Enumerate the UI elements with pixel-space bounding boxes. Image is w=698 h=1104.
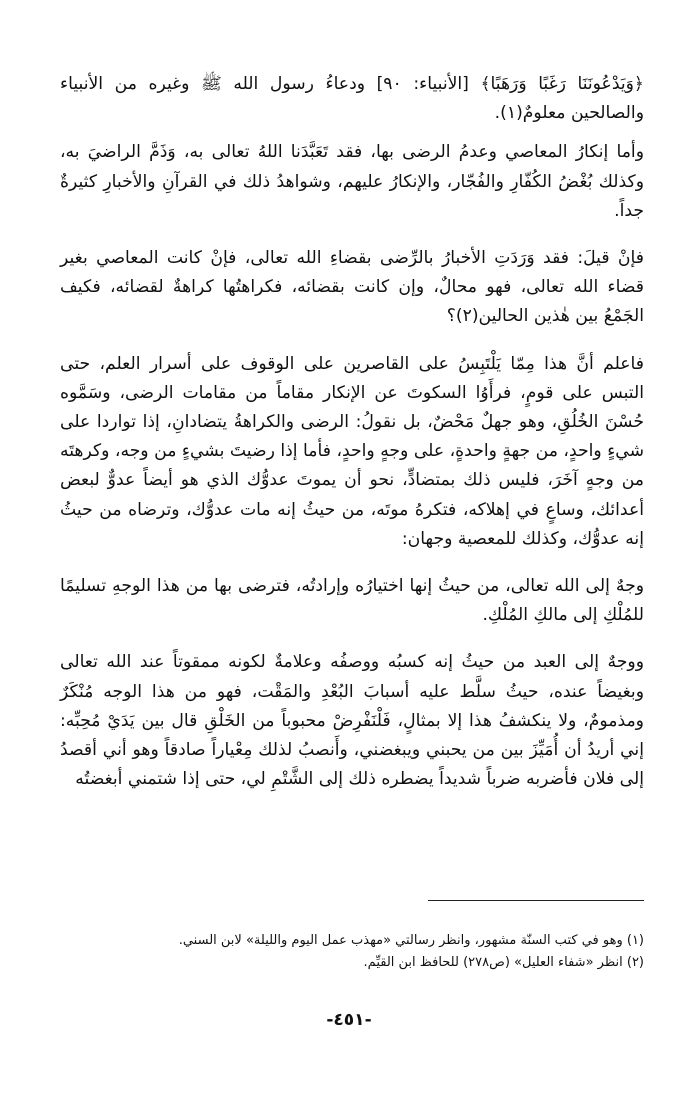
paragraph-quran-verse: ﴿وَيَدْعُونَنَا رَغَبًا وَرَهَبًا﴾ [الأنبياء: ٩٠] ودعاءُ رسول الله ﷺ وغيره من الأنبياء والصالحين معلومٌ(١). bbox=[60, 74, 644, 124]
paragraph-denouncing-sins: وأما إنكارُ المعاصي وعدمُ الرضى بها، فقد تَعَبَّدَنا اللهُ تعالى به، وَذَمَّ الراضيَ به، وكذلك بُغْضُ الكُفّارِ والفُجّار، والإنكارُ عليهم، وشواهدُ ذلك في القرآنِ والأخبارِ كثيرةٌ جداً. bbox=[60, 142, 644, 221]
paragraph-answer: فاعلم أنَّ هذا مِمّا يَلْتَبِسُ على القاصرين على الوقوف على أسرار العلم، حتى التبس على قومٍ، فرأَوُا السكوتَ عن الإنكار مقاماً من مقامات الرضى، وسَمَّوه حُسْنَ الخُلُقِ، وهو جهلٌ مَحْضٌ، بل نقولُ: الرضى والكراهةُ يتضادانِ، إذا تواردا على شيءٍ واحدٍ، من جهةٍ واحدةٍ، على وجهٍ واحدٍ، فأما إذا رضيتَ بشيءٍ من وجه، وكرهتَه من وجهٍ آخَرَ، فليس ذلك بمتضادٍّ، نحو أن يموتَ عدوُّك الذي هو أيضاً عدوٌّ لبعض أعدائك، وساعٍ في إهلاكه، فتكرهُ موتَه، من حيثُ إنه مات عدوُّك، وترضاه من حيثُ إنه عدوُّك، وكذلك للمعصية وجهان: bbox=[60, 353, 644, 549]
footnote-1: (١) وهو في كتب السنّة مشهور، وانظر رسالتي «مهذب عمل اليوم والليلة» لابن السني. bbox=[178, 933, 644, 948]
paragraph-objection: فإنْ قيلَ: فقد وَرَدَتِ الأخبارُ بالرِّضى بقضاءِ الله تعالى، فإنْ كانت المعاصي بغير قضاء الله تعالى، فهو محالٌ، وإن كانت بقضائه، فكراهتُها كراهةٌ لقضائه، فكيف الجَمْعُ بين هٰذين الحالين(٢)؟ bbox=[60, 248, 644, 327]
paragraph-first-aspect: وجهٌ إلى الله تعالى، من حيثُ إنها اختيارُه وإرادتُه، فترضى بها من هذا الوجهِ تسليمًا للمُلْكِ إلى مالكِ المُلْكِ. bbox=[60, 576, 644, 626]
body-text bbox=[60, 70, 644, 812]
page-number: -٤٥١- bbox=[326, 1010, 372, 1030]
footnote-divider bbox=[428, 900, 644, 901]
paragraph-second-aspect: ووجهٌ إلى العبد من حيثُ إنه كسبُه ووصفُه وعلامةٌ لكونه ممقوتاً عند الله تعالى وبغيضاً عنده، حيثُ سلَّط عليه أسبابَ البُعْدِ والمَقْت، فهو من هذا الوجه مُنْكَرٌ ومذمومٌ، ولا ينكشفُ هذا إلا بمثالٍ، فَلْنَفْرِضْ محبوباً من الخَلْقِ قال بين يَدَيْ مُحِبِّه: إني أريدُ أن أُمَيِّزَ بين من يحبني ويبغضني، وأَنصبُ لذلك مِعْياراً صادقاً وهو أني أقصدُ إلى فلان فأضربه ضرباً شديداً يضطره ذلك إلى الشَّتْمِ لي، حتى إذا شتمني أبغضتُه bbox=[60, 652, 644, 790]
footnotes bbox=[60, 930, 644, 974]
footnote-2: (٢) انظر «شفاء العليل» (ص٢٧٨) للحافظ ابن القيِّم. bbox=[363, 955, 644, 970]
